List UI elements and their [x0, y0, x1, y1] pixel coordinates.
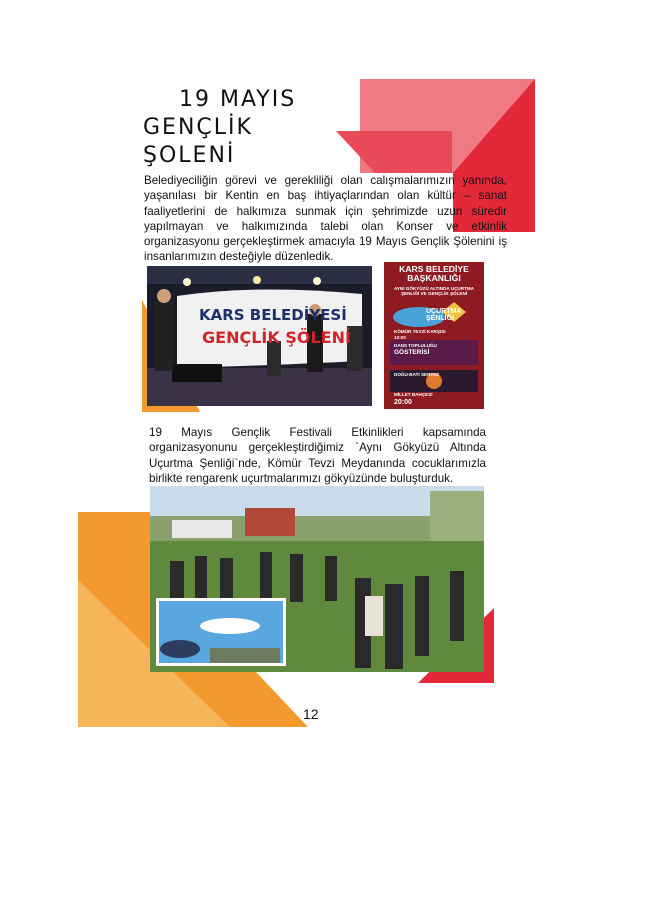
red-triangle-mid	[336, 131, 452, 173]
title-line-2: GENÇLİK ŞOLENİ	[143, 115, 253, 168]
concert-photo	[147, 266, 372, 406]
banner-text-line-1: KARS BELEDİYESİ	[199, 306, 347, 324]
poster-subtitle: AYNI GÖKYÜZÜ ALTINDA UÇURTMA ŞENLİĞİ VE GENÇLİK ŞÖLENİ	[393, 286, 475, 297]
intro-paragraph: Belediyeciliğin görevi ve gerekliliği olan calışmalarımızın yanında, yaşanılası bir Kentin en baş ihtiyaçlarından olan kültür – sanat faaliyetlerini de halkımıza sunmak için şehrimizde uzun süredir yapılmayan ve halkımızında talebi olan Konser ve etkinlik organizasyonu gerçekleştirmek amacıyla 19 Mayıs Gençlik Şölenini iş insanlarımızın desteğiyle düzenledik.	[144, 174, 507, 264]
page-title	[143, 86, 353, 170]
kite-festival-paragraph: 19 Mayıs Gençlik Festivali Etkinlikleri kapsamında organizasyonunu gerçekleştirdiğimiz `Aynı Gökyüzü Altında Uçurtma Şenliği`nde, Kömür Tevzi Meydanında cocuklarımızla birlikte rengarenk uçurtmalarımızı gökyüzünde buluşturduk.	[149, 426, 486, 485]
poster-place-1: KÖMÜR TEVZİ KARŞISI	[394, 329, 446, 334]
poster-header: KARS BELEDİYE BAŞKANLIĞI	[399, 264, 469, 283]
title-line-1: 19 MAYIS	[179, 87, 297, 112]
poster-event-3: DOĞU-BATI SERTEZ	[394, 372, 440, 377]
kite-festival-photo	[150, 486, 484, 672]
poster-time-1: 13:00	[394, 335, 406, 340]
poster-event-2-line-1: DANS TOPLULUĞU	[394, 343, 437, 348]
kite-festival-graphic	[150, 486, 484, 672]
poster-time-3: 20:00	[394, 399, 412, 406]
poster-event-1: UÇURTMA ŞENLİĞİ	[426, 308, 462, 322]
banner-text-line-2: GENÇLİK ŞÖLENİ	[202, 328, 351, 347]
event-poster	[384, 262, 484, 409]
poster-event-2-line-2: GÖSTERİSİ	[394, 349, 430, 356]
page-number: 12	[303, 706, 319, 722]
poster-place-3: MİLLET BAHÇESİ	[394, 392, 433, 397]
